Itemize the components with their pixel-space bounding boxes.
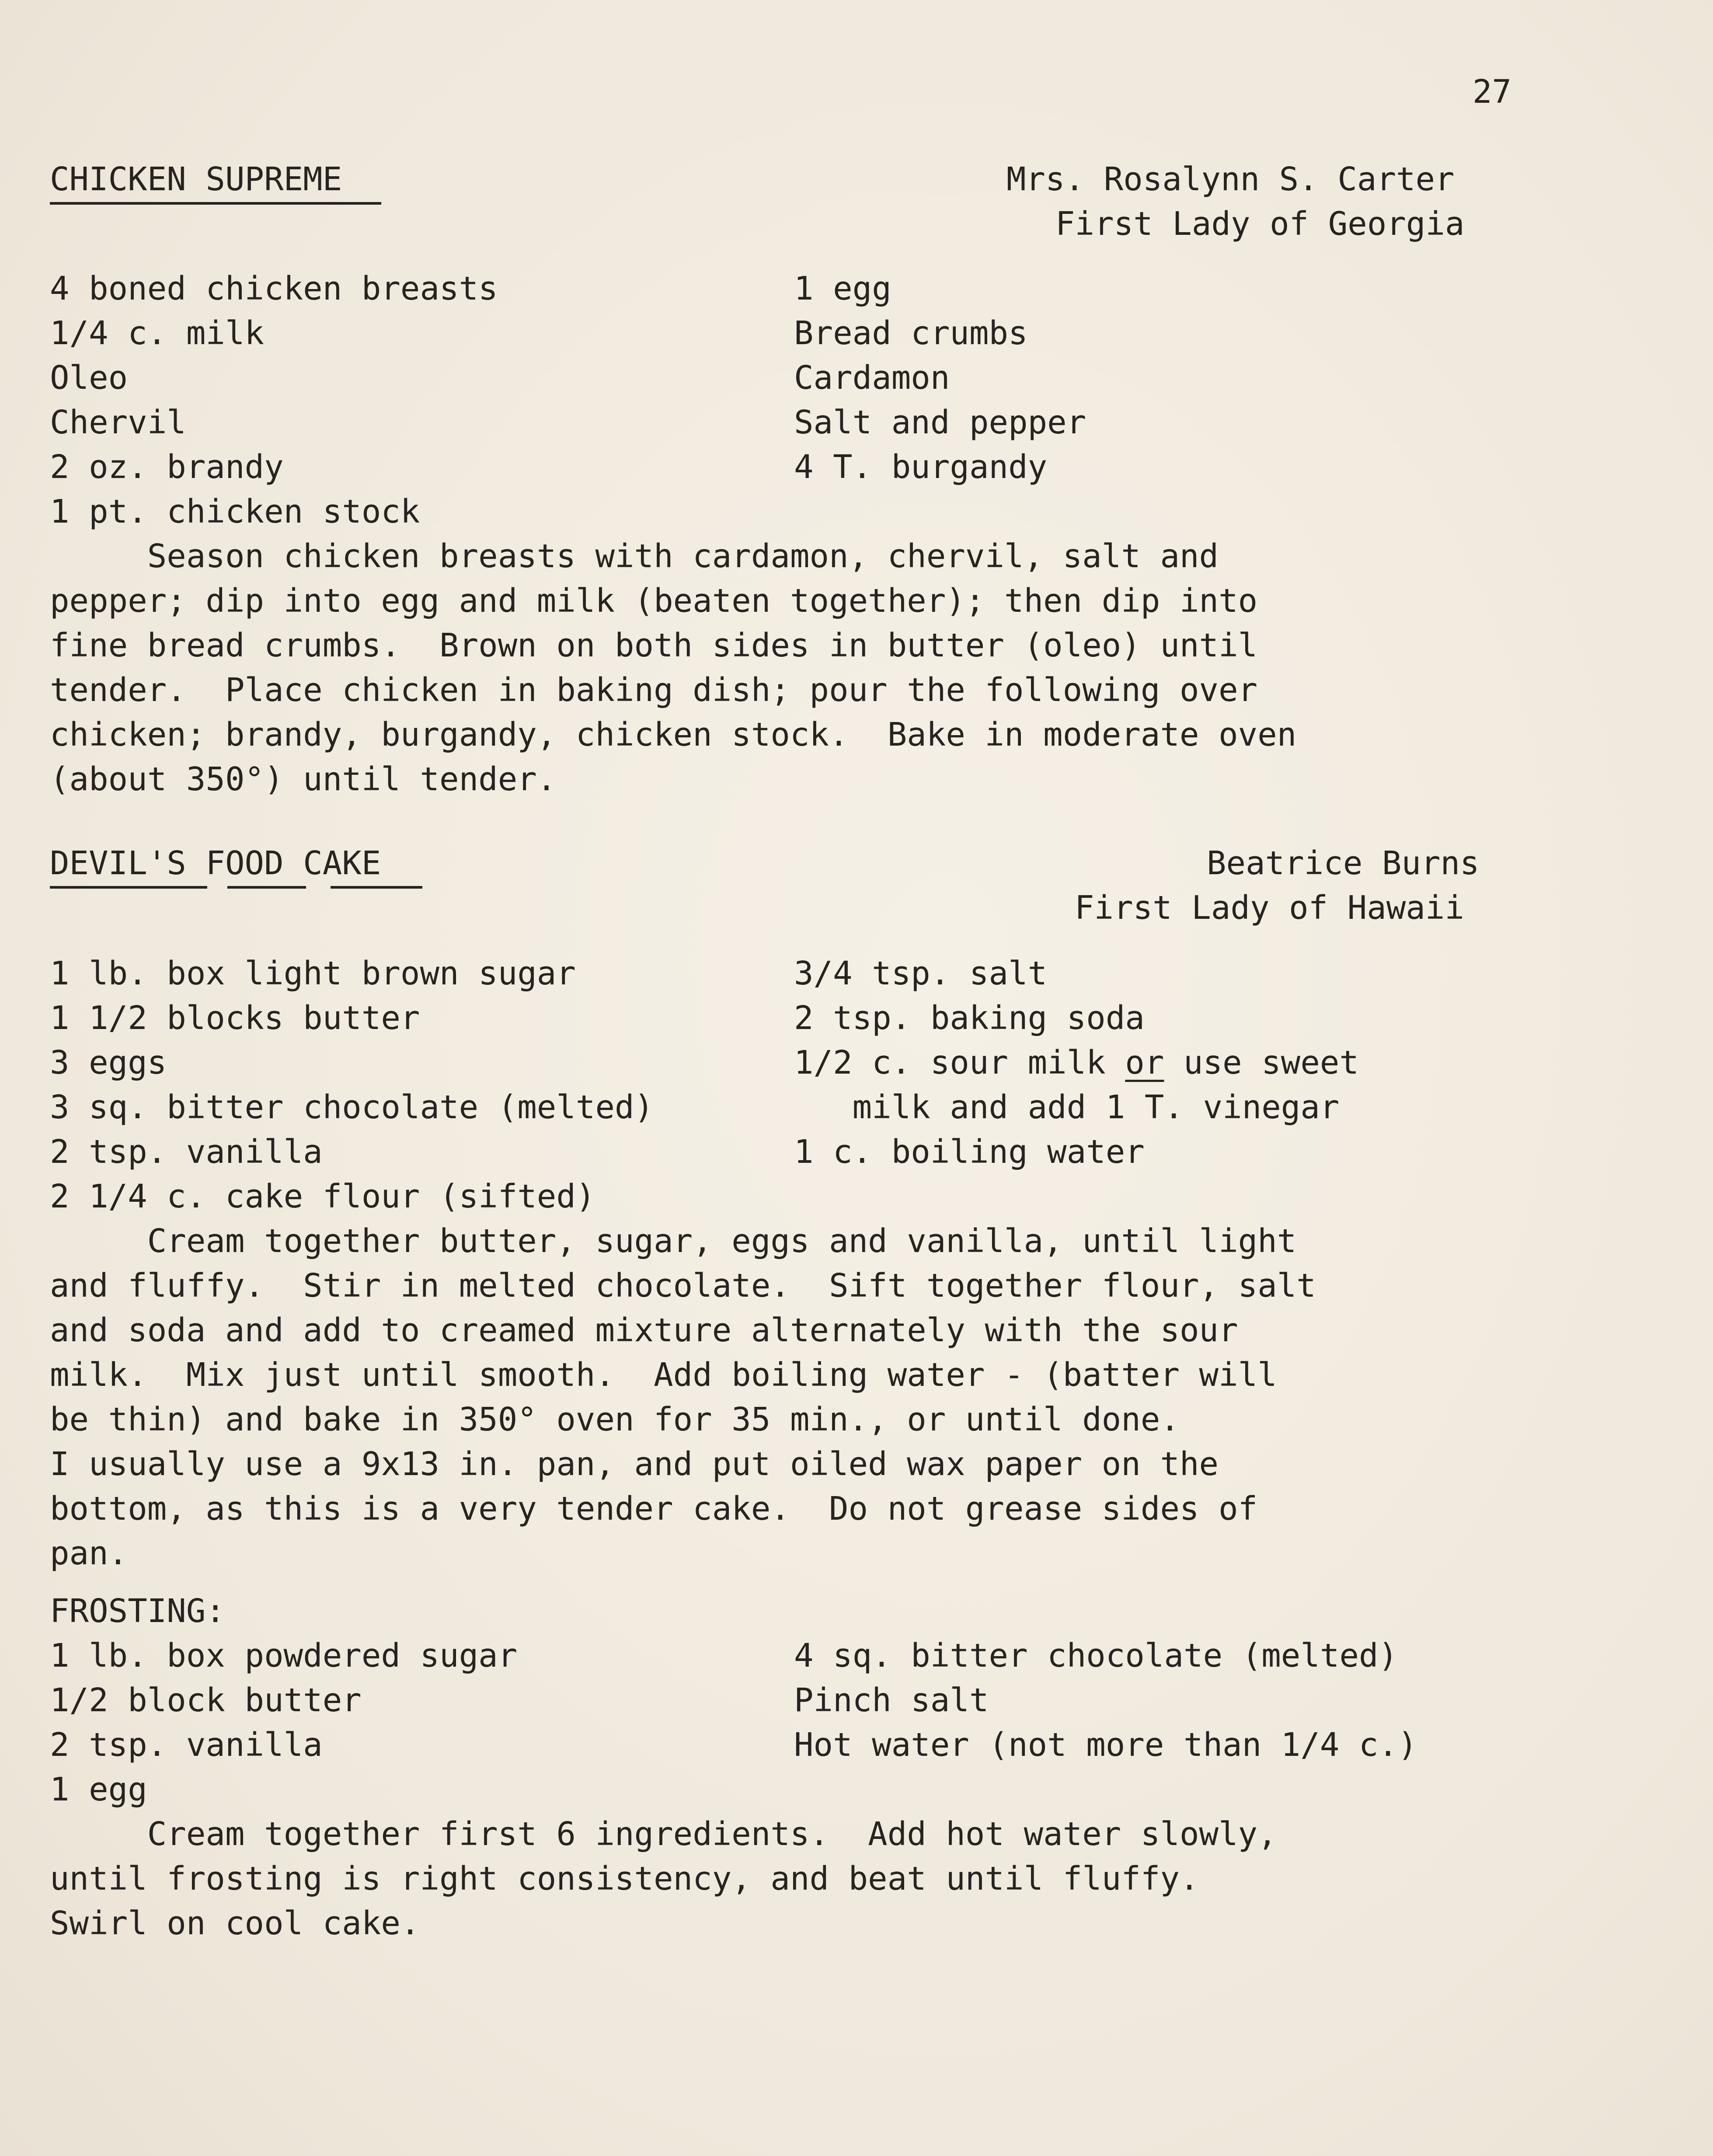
direction-line: and soda and add to creamed mixture alternately with the sour bbox=[50, 1312, 1238, 1349]
ingredient-line: Salt and pepper bbox=[794, 404, 1086, 441]
ingredient-line: Bread crumbs bbox=[794, 314, 1028, 352]
ingredient-line: 1 egg bbox=[794, 270, 891, 307]
direction-line: Season chicken breasts with cardamon, chervil, salt and bbox=[50, 537, 1219, 575]
direction-line: I usually use a 9x13 in. pan, and put oiled wax paper on the bbox=[50, 1445, 1219, 1483]
title-rule-devils-3 bbox=[331, 886, 422, 889]
title-word: DEVIL'S bbox=[50, 844, 186, 882]
section-title-frosting: FROSTING: bbox=[50, 1592, 225, 1630]
ingredient-line: 1 pt. chicken stock bbox=[50, 493, 420, 530]
title-rule-devils-1 bbox=[50, 886, 207, 889]
ingredient-line: 2 1/4 c. cake flour (sifted) bbox=[50, 1178, 595, 1215]
direction-line: (about 350°) until tender. bbox=[50, 761, 557, 798]
ingredient-line: 4 sq. bitter chocolate (melted) bbox=[794, 1637, 1398, 1675]
page-number: 27 bbox=[1473, 73, 1512, 111]
direction-line: Cream together butter, sugar, eggs and vanilla, until light bbox=[50, 1222, 1297, 1260]
direction-line: fine bread crumbs. Brown on both sides in butter (oleo) until bbox=[50, 627, 1258, 664]
ingredient-line: 3 sq. bitter chocolate (melted) bbox=[50, 1088, 654, 1126]
recipe-author-chicken: Mrs. Rosalynn S. Carter bbox=[1006, 160, 1455, 198]
direction-line: tender. Place chicken in baking dish; pour the following over bbox=[50, 671, 1258, 709]
ingredient-line: 4 T. burgandy bbox=[794, 448, 1048, 486]
ingredient-line: 3 eggs bbox=[50, 1044, 167, 1081]
ingredient-line bbox=[794, 1041, 1359, 1085]
direction-line: pepper; dip into egg and milk (beaten together); then dip into bbox=[50, 582, 1258, 620]
ingredient-line: 1/4 c. milk bbox=[50, 314, 265, 352]
ingredient-line: 1/2 block butter bbox=[50, 1682, 362, 1719]
ingredient-line: Chervil bbox=[50, 404, 186, 441]
ingredient-text: use sweet bbox=[1164, 1044, 1359, 1081]
ingredient-text: 1/2 c. sour milk bbox=[794, 1044, 1125, 1081]
direction-line: until frosting is right consistency, and beat until fluffy. bbox=[50, 1860, 1199, 1898]
direction-line: Cream together first 6 ingredients. Add hot water slowly, bbox=[50, 1815, 1277, 1853]
recipe-title-devils bbox=[50, 841, 381, 885]
direction-line: milk. Mix just until smooth. Add boiling water - (batter will bbox=[50, 1356, 1277, 1394]
ingredient-line: Hot water (not more than 1/4 c.) bbox=[794, 1726, 1417, 1764]
direction-line: chicken; brandy, burgandy, chicken stock. Bake in moderate oven bbox=[50, 716, 1297, 754]
ingredient-line: Cardamon bbox=[794, 359, 950, 397]
ingredient-line: Pinch salt bbox=[794, 1682, 989, 1719]
recipe-author-title-chicken: First Lady of Georgia bbox=[1055, 205, 1465, 243]
recipe-author-devils: Beatrice Burns bbox=[1207, 844, 1480, 882]
ingredient-line: 4 boned chicken breasts bbox=[50, 270, 498, 307]
title-word: FOOD bbox=[205, 844, 284, 882]
direction-line: pan. bbox=[50, 1535, 128, 1572]
ingredient-line: 1 egg bbox=[50, 1771, 147, 1808]
recipe-title-chicken: CHICKEN SUPREME bbox=[50, 160, 342, 198]
recipe-author-title-devils: First Lady of Hawaii bbox=[1075, 889, 1465, 927]
title-rule-chicken bbox=[50, 202, 381, 205]
ingredient-line: 2 tsp. baking soda bbox=[794, 999, 1145, 1037]
ingredient-line: 2 tsp. vanilla bbox=[50, 1726, 323, 1764]
ingredient-line: Oleo bbox=[50, 359, 128, 397]
direction-line: and fluffy. Stir in melted chocolate. Sift together flour, salt bbox=[50, 1267, 1316, 1305]
ingredient-line: 2 oz. brandy bbox=[50, 448, 284, 486]
direction-line: be thin) and bake in 350° oven for 35 min., or until done. bbox=[50, 1401, 1180, 1438]
ingredient-line: milk and add 1 T. vinegar bbox=[794, 1088, 1340, 1126]
ingredient-line: 1 c. boiling water bbox=[794, 1133, 1145, 1171]
direction-line: Swirl on cool cake. bbox=[50, 1905, 420, 1942]
ingredient-line: 2 tsp. vanilla bbox=[50, 1133, 323, 1171]
ingredient-line: 1 1/2 blocks butter bbox=[50, 999, 420, 1037]
direction-line: bottom, as this is a very tender cake. Do not grease sides of bbox=[50, 1490, 1258, 1528]
emphasis-or: or bbox=[1125, 1044, 1164, 1081]
ingredient-line: 1 lb. box powdered sugar bbox=[50, 1637, 518, 1675]
title-rule-devils-2 bbox=[227, 886, 306, 889]
title-word: CAKE bbox=[303, 844, 381, 882]
ingredient-line: 3/4 tsp. salt bbox=[794, 955, 1048, 992]
ingredient-line: 1 lb. box light brown sugar bbox=[50, 955, 576, 992]
